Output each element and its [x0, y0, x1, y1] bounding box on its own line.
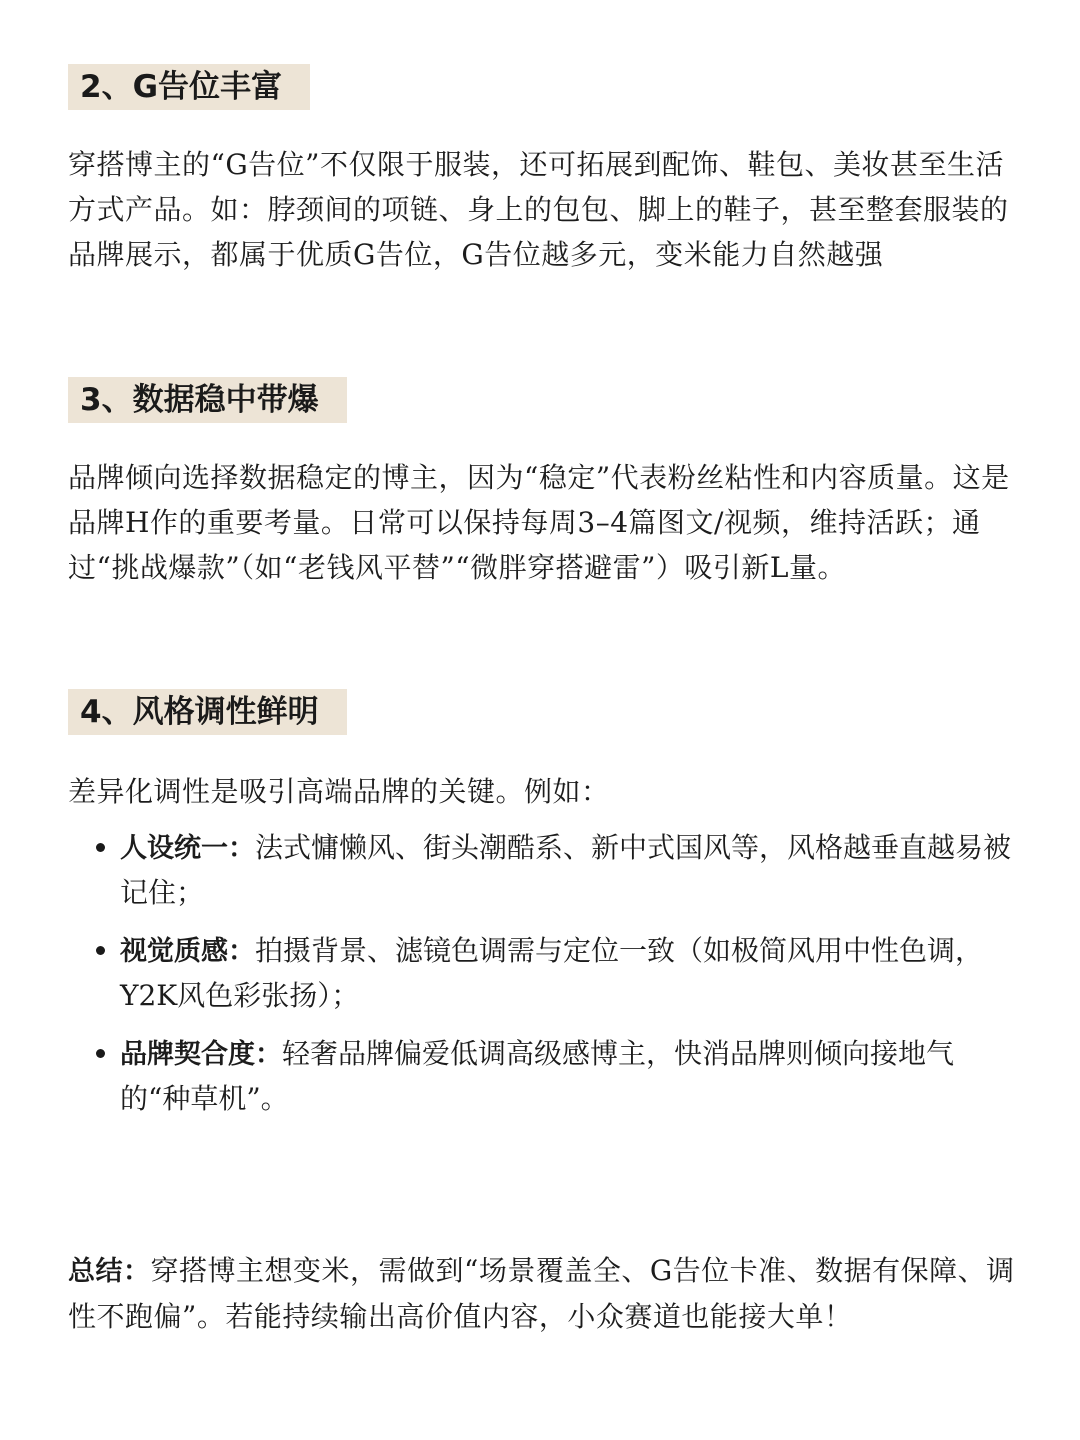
section-data-stability: [68, 377, 1028, 590]
list-item: [68, 826, 1013, 915]
list-item: [68, 1032, 1013, 1121]
summary-text: [68, 1248, 1023, 1339]
summary-label: 总结：: [68, 1256, 151, 1287]
bullet-text: 轻奢品牌偏爱低调高级感博主，快消品牌则倾向接地气的“种草机”。: [120, 1037, 955, 1115]
section-ad-slots: [68, 64, 1028, 277]
bullet-list: [68, 826, 1028, 1121]
summary-body: 穿搭博主想变米，需做到“场景覆盖全、G告位卡准、数据有保障、调性不跑偏”。若能持续输出高价值内容，小众赛道也能接大单！: [68, 1254, 1015, 1333]
section-heading: 3、数据稳中带爆: [68, 377, 347, 423]
bullet-label: 人设统一：: [120, 833, 255, 864]
bullet-dot-icon: [96, 1049, 105, 1058]
section-body: 穿搭博主的“G告位”不仅限于服装，还可拓展到配饰、鞋包、美妆甚至生活方式产品。如：脖颈间的项链、身上的包包、脚上的鞋子，甚至整套服装的品牌展示，都属于优质G告位，G告位越多元，变米能力自然越强: [68, 148, 1009, 271]
bullet-dot-icon: [96, 843, 105, 852]
section-style-tone: [68, 689, 1028, 1135]
summary: [68, 1248, 1028, 1339]
bullet-label: 视觉质感：: [120, 936, 255, 967]
bullet-text: 拍摄背景、滤镜色调需与定位一致（如极简风用中性色调，Y2K风色彩张扬）；: [120, 934, 984, 1012]
section-body: 品牌倾向选择数据稳定的博主，因为“稳定”代表粉丝粘性和内容质量。这是品牌H作的重要考量。日常可以保持每周3–4篇图文/视频，维持活跃；通过“挑战爆款”（如“老钱风平替”“微胖穿搭避雷”）吸引新L量。: [68, 461, 1010, 584]
list-item: [68, 929, 1013, 1018]
section-intro: 差异化调性是吸引高端品牌的关键。例如：: [68, 775, 610, 808]
bullet-dot-icon: [96, 946, 105, 955]
section-heading: 4、风格调性鲜明: [68, 689, 347, 735]
bullet-text: 法式慵懒风、街头潮酷系、新中式国风等，风格越垂直越易被记住；: [120, 831, 1012, 909]
section-heading: 2、G告位丰富: [68, 64, 310, 110]
bullet-label: 品牌契合度：: [120, 1039, 282, 1070]
